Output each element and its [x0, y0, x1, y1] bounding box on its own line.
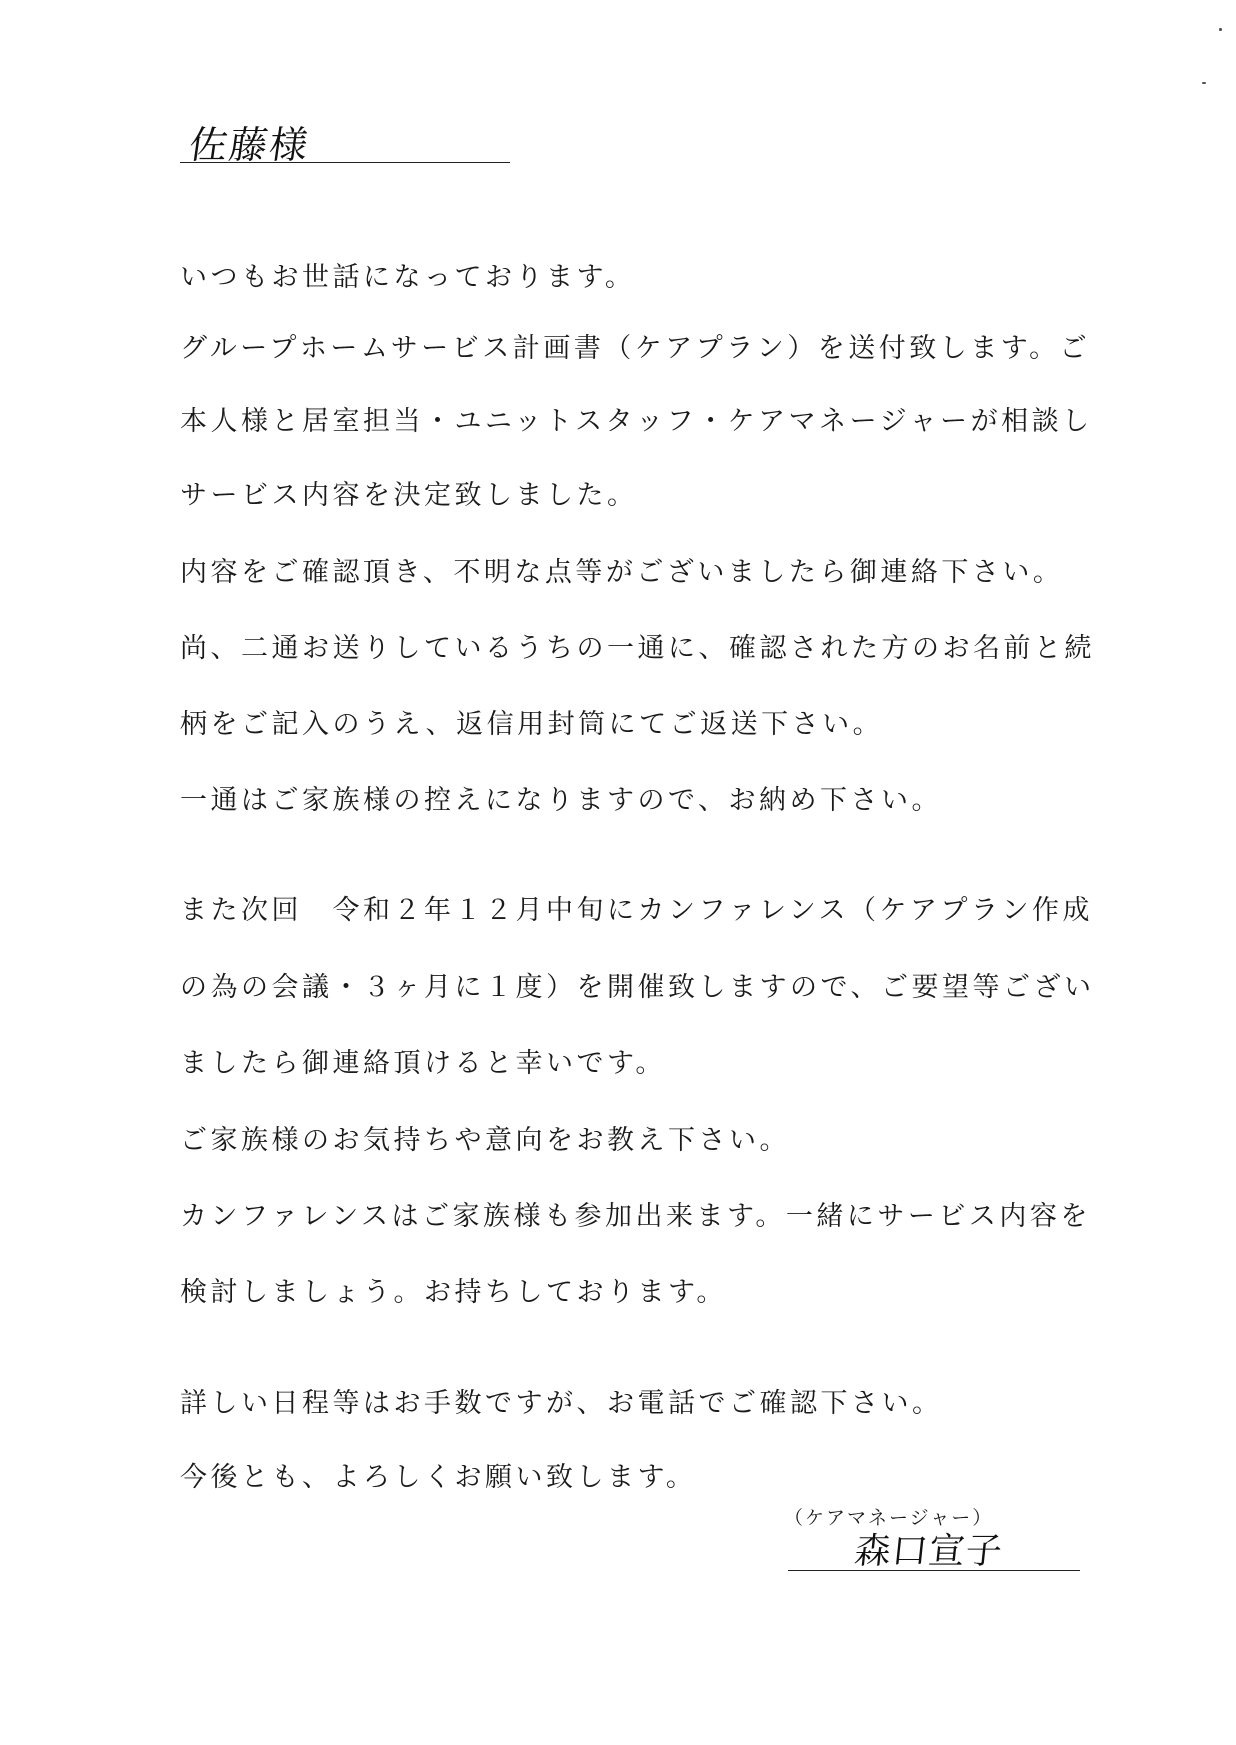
signature-role: （ケアマネージャー）	[784, 1507, 994, 1529]
letter-line-14: 検討しましょう。お持ちしております。	[180, 1277, 727, 1308]
letter-line-1: いつもお世話になっております。	[180, 262, 636, 293]
addressee-field	[180, 110, 510, 167]
letter-line-6: 尚、二通お送りしているうちの一通に、確認された方のお名前と続	[180, 633, 1095, 664]
signature-handwritten-name: 森口宣子	[852, 1531, 1005, 1572]
letter-line-12: ご家族様のお気持ちや意向をお教え下さい。	[180, 1125, 790, 1156]
letter-line-5: 内容をご確認頂き、不明な点等がございましたら御連絡下さい。	[180, 557, 1064, 588]
scan-speck	[1202, 82, 1206, 84]
letter-line-4: サービス内容を決定致しました。	[180, 480, 638, 511]
addressee-handwritten-name: 佐藤様	[186, 123, 313, 167]
letter-line-16: 今後とも、よろしくお願い致します。	[180, 1462, 697, 1493]
letter-line-15: 詳しい日程等はお手数ですが、お電話でご確認下さい。	[180, 1388, 943, 1419]
letter-line-7: 柄をご記入のうえ、返信用封筒にてご返送下さい。	[180, 709, 884, 740]
letter-line-13: カンファレンスはご家族様も参加出来ます。一緒にサービス内容を	[180, 1201, 1091, 1232]
letter-line-3: 本人様と居室担当・ユニットスタッフ・ケアマネージャーが相談し	[180, 406, 1093, 437]
letter-line-9: また次回 令和２年１２月中旬にカンファレンス（ケアプラン作成	[180, 895, 1093, 926]
signature-line	[788, 1570, 1080, 1571]
letter-line-10: の為の会議・３ヶ月に１度）を開催致しますので、ご要望等ござい	[180, 972, 1095, 1003]
scan-speck	[1219, 28, 1222, 31]
letter-line-2: グループホームサービス計画書（ケアプラン）を送付致します。ご	[180, 333, 1091, 364]
letter-line-8: 一通はご家族様の控えになりますので、お納め下さい。	[180, 785, 942, 816]
letter-line-11: ましたら御連絡頂けると幸いです。	[180, 1048, 666, 1079]
